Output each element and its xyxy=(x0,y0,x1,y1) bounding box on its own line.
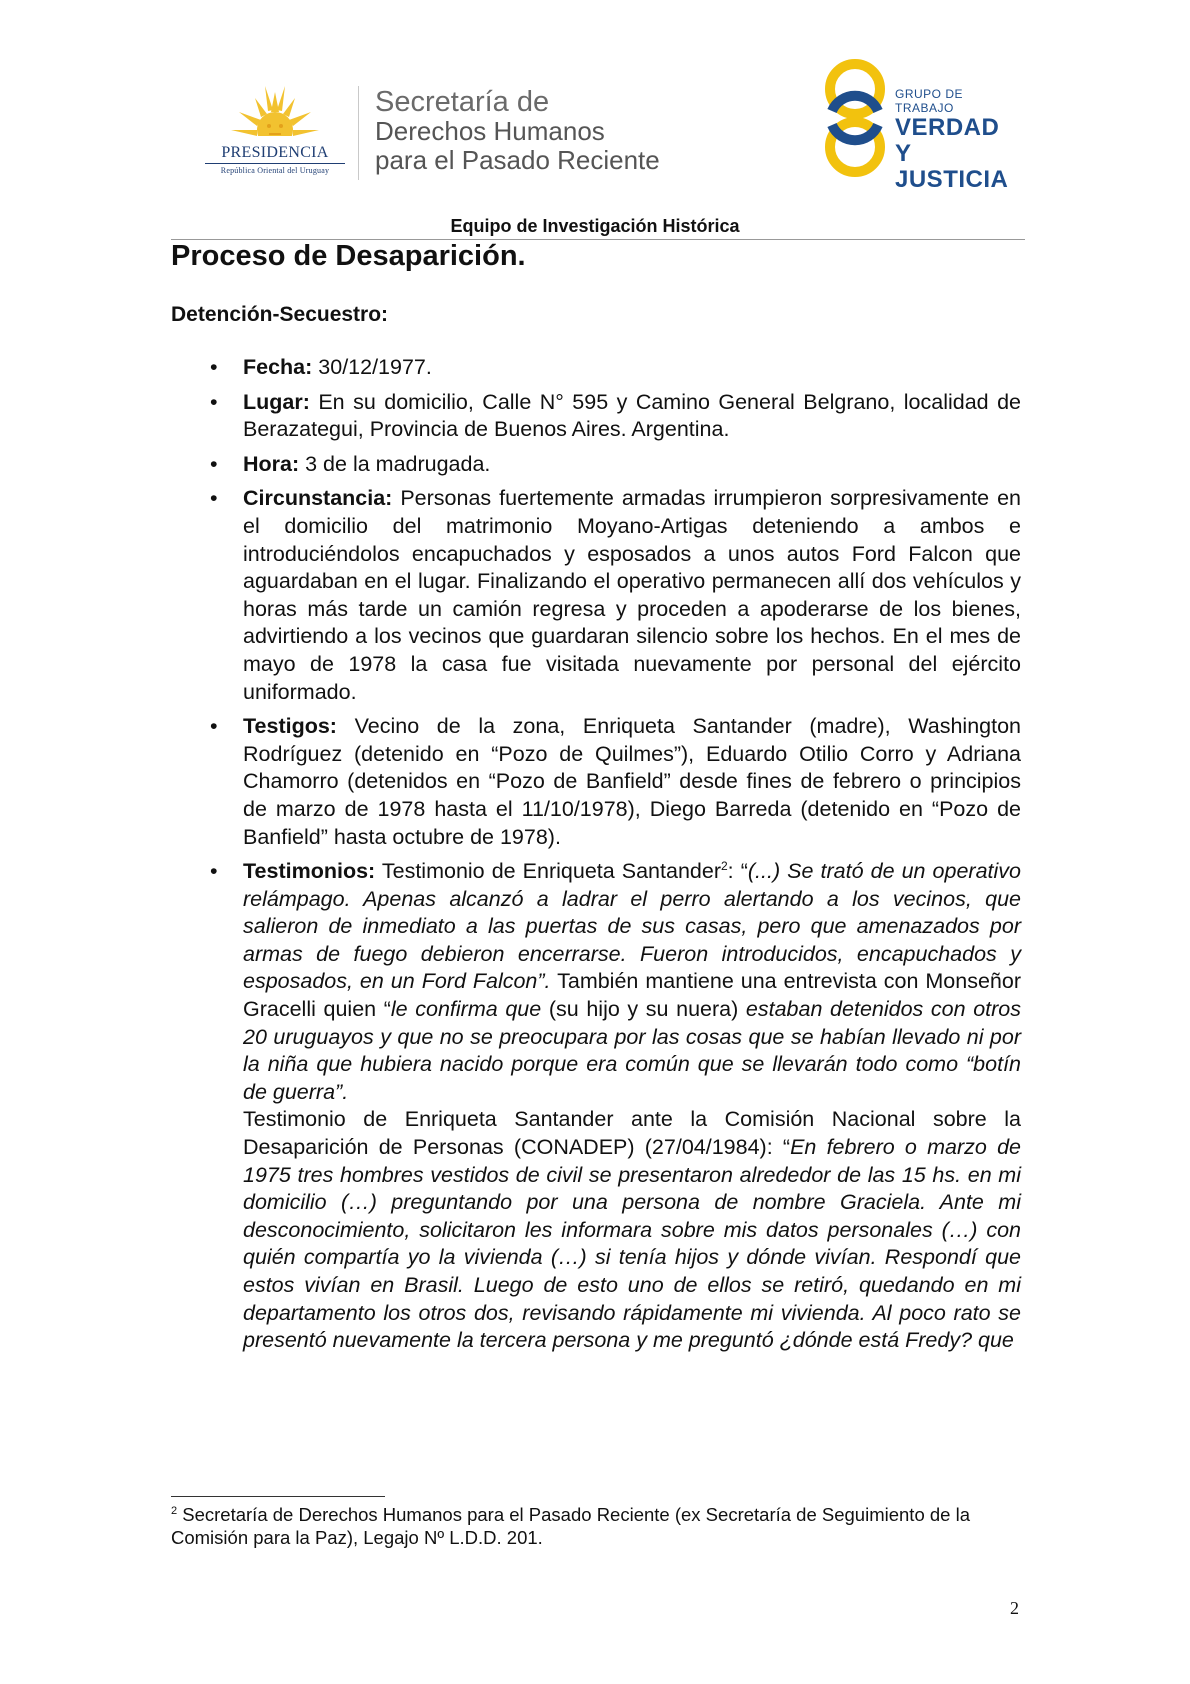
conadep-intro: Testimonio de Enriqueta Santander ante la Comisión Nacional sobre la Desaparición de Personas (CONADEP) (27/04/1984): “ xyxy=(243,1107,1021,1160)
footnote xyxy=(171,1503,1021,1549)
lugar-label: Lugar: xyxy=(243,389,310,414)
document-title: Proceso de Desaparición. xyxy=(171,240,526,272)
secretaria-line3: para el Pasado Reciente xyxy=(375,145,660,175)
list-item-circunstancia xyxy=(210,485,1021,706)
bullet-icon: • xyxy=(210,486,218,511)
testigos-label: Testigos: xyxy=(243,714,337,739)
testigos-text: Vecino de la zona, Enriqueta Santander (madre), Washington Rodríguez (detenido en “Pozo de Quilmes”), Eduardo Otilio Corro y Adriana Chamorro (detenidos en “Pozo de Banfield” desde fines de febrero o principios de marzo de 1978 hasta el 11/10/1978), Diego Barreda (detenido en “Pozo de Banfield” hasta octubre de 1978). xyxy=(243,714,1021,849)
footnote-reference[interactable]: 2 xyxy=(720,858,728,873)
testimonio-quote-3: estaban detenidos con otros 20 uruguayos y que no se preocupara por las cosas que se habían llevado ni por la niña que hubiera nacido porque era común que se llevarán todo como “botín de guerra”. xyxy=(243,997,1022,1104)
footnote-mark: 2 xyxy=(171,1504,178,1517)
list-item-testigos xyxy=(210,713,1021,851)
page-number: 2 xyxy=(1010,1598,1019,1618)
presidencia-name: PRESIDENCIA xyxy=(221,144,329,161)
hora-text: 3 de la madrugada. xyxy=(299,451,491,476)
quote-open: : “ xyxy=(727,859,748,884)
list-item-testimonios xyxy=(210,858,1022,1355)
gtvj-logo xyxy=(820,55,1020,193)
secretaria-line2: Derechos Humanos xyxy=(375,116,605,146)
bullet-icon: • xyxy=(210,714,218,739)
circunstancia-text: Personas fuertemente armadas irrumpieron sorpresivamente en el domicilio del matrimonio Moyano-Artigas deteniendo a ambos e introduciéndolos encapuchados y esposados a unos autos Ford Falcon que aguardaban en el lugar. Finalizando el operativo permanecen allí dos vehículos y horas más tarde un camión regresa y proceden a apoderarse de los bienes, advirtiendo a los vecinos que guardaran silencio sobre los hechos. En el mes de mayo de 1978 la casa fue visitada nuevamente por personal del ejército uniformado. xyxy=(243,486,1021,704)
gtvj-line3: JUSTICIA xyxy=(895,166,1009,193)
circunstancia-label: Circunstancia: xyxy=(243,486,393,511)
footnote-rule xyxy=(171,1496,385,1497)
bullet-icon: • xyxy=(210,859,218,884)
presidencia-subtitle: República Oriental del Uruguay xyxy=(220,166,330,175)
list-item-hora xyxy=(210,451,1021,479)
bullet-list xyxy=(210,354,1022,1362)
conadep-quote: En febrero o marzo de 1975 tres hombres vestidos de civil se presentaron alrededor de las 15 hs. en mi domicilio (…) preguntando por una persona de nombre Graciela. Ante mi desconocimiento, solicitaron les informara sobre mis datos personales (…) con quién compartía yo la vivienda (…) si tenía hijos y dónde vivían. Respondí que estos vivían en Brasil. Luego de esto uno de ellos se retiró, quedando en mi departamento los otros dos, revisando rápidamente mi vivienda. Al poco rato se presentó nuevamente la tercera persona y me preguntó ¿dónde está Fredy? que xyxy=(243,1135,1021,1353)
list-item-fecha xyxy=(210,354,1021,382)
running-header: Equipo de Investigación Histórica xyxy=(450,216,740,236)
presidencia-logo xyxy=(195,82,355,182)
testimonio-text-2: También mantiene una entrevista con Monseñor Gracelli quien “ xyxy=(243,969,1021,1022)
fecha-text: 30/12/1977. xyxy=(312,355,432,379)
secretaria-logo xyxy=(375,88,660,175)
rings-emblem-icon xyxy=(820,55,890,180)
testimonios-label: Testimonios: xyxy=(243,859,376,884)
gtvj-line2: VERDAD Y xyxy=(895,114,1000,167)
section-title: Detención-Secuestro: xyxy=(171,303,389,326)
testimonio-text-3: (su hijo y su nuera) xyxy=(541,997,746,1022)
bullet-icon: • xyxy=(210,355,218,379)
logo-divider xyxy=(358,86,359,180)
fecha-label: Fecha: xyxy=(243,355,313,379)
presidencia-rule xyxy=(205,163,345,164)
list-item-lugar xyxy=(210,389,1021,444)
bullet-icon: • xyxy=(210,451,218,476)
footnote-text: Secretaría de Derechos Humanos para el Pasado Reciente (ex Secretaría de Seguimiento de la Comisión para la Paz), Legajo Nº L.D.D. 201. xyxy=(171,1504,970,1548)
gtvj-line1: GRUPO DE TRABAJO xyxy=(895,87,964,115)
sun-emblem-icon xyxy=(195,82,355,144)
testimonio-quote-2: le confirma que xyxy=(390,997,542,1022)
lugar-text: En su domicilio, Calle N° 595 y Camino General Belgrano, localidad de Berazategui, Provincia de Buenos Aires. Argentina. xyxy=(243,389,1021,442)
hora-label: Hora: xyxy=(243,451,300,476)
secretaria-line1: Secretaría de xyxy=(375,86,550,118)
bullet-icon: • xyxy=(210,389,218,414)
testimonio-quote-1: (...) Se trató de un operativo relámpago. Apenas alcanzó a ladrar el perro alertando a los vecinos, que salieron de inmediato a las puertas de sus casas, pero que amenazados por armas de fuego debieron encerrarse. Fueron introducidos, encapuchados y esposados, en un Ford Falcon”. xyxy=(243,859,1021,994)
testimonio-intro: Testimonio de Enriqueta Santander xyxy=(375,859,721,884)
